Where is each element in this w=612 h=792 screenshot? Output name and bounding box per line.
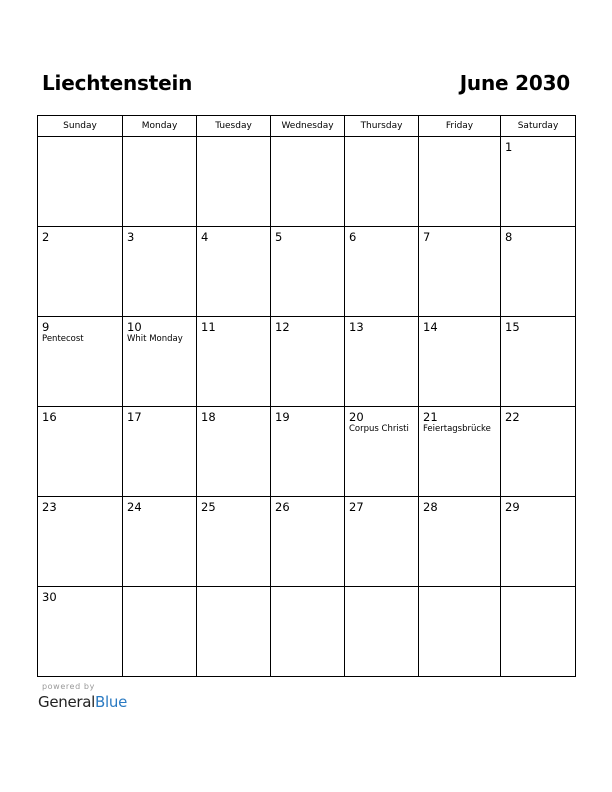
day-cell bbox=[271, 407, 345, 497]
day-cell bbox=[197, 407, 271, 497]
month-title: June 2030 bbox=[459, 71, 570, 95]
day-cell bbox=[123, 227, 197, 317]
day-number: 12 bbox=[275, 320, 290, 334]
day-cell bbox=[38, 137, 123, 227]
day-cell bbox=[197, 587, 271, 677]
week-row bbox=[38, 227, 576, 317]
day-number: 7 bbox=[423, 230, 431, 244]
day-cell bbox=[345, 587, 419, 677]
day-number: 18 bbox=[201, 410, 216, 424]
calendar-grid bbox=[37, 115, 576, 677]
day-number: 2 bbox=[42, 230, 50, 244]
day-cell bbox=[419, 227, 501, 317]
day-cell bbox=[38, 587, 123, 677]
day-cell bbox=[123, 587, 197, 677]
day-cell bbox=[197, 227, 271, 317]
day-number bbox=[419, 137, 500, 140]
weekday-thursday: Thursday bbox=[345, 116, 419, 137]
day-number: 29 bbox=[505, 500, 520, 514]
day-number: 3 bbox=[127, 230, 135, 244]
day-cell bbox=[123, 137, 197, 227]
day-cell bbox=[419, 587, 501, 677]
day-number: 15 bbox=[505, 320, 520, 334]
day-number bbox=[419, 587, 500, 590]
day-cell bbox=[501, 137, 576, 227]
day-cell bbox=[38, 497, 123, 587]
day-number: 1 bbox=[505, 140, 513, 154]
weekday-tuesday: Tuesday bbox=[197, 116, 271, 137]
day-cell bbox=[38, 317, 123, 407]
day-cell bbox=[38, 227, 123, 317]
day-number: 5 bbox=[275, 230, 283, 244]
day-number: 16 bbox=[42, 410, 57, 424]
week-row bbox=[38, 497, 576, 587]
day-number bbox=[271, 587, 344, 590]
day-cell bbox=[271, 227, 345, 317]
day-number: 11 bbox=[201, 320, 216, 334]
day-cell bbox=[345, 407, 419, 497]
day-cell bbox=[345, 317, 419, 407]
day-cell bbox=[345, 137, 419, 227]
day-number: 28 bbox=[423, 500, 438, 514]
day-cell bbox=[345, 227, 419, 317]
day-number: 4 bbox=[201, 230, 209, 244]
day-cell bbox=[123, 497, 197, 587]
day-cell bbox=[501, 227, 576, 317]
holiday-label: Pentecost bbox=[42, 334, 84, 344]
brand-blue: Blue bbox=[95, 693, 128, 711]
day-number bbox=[197, 137, 270, 140]
day-number bbox=[501, 587, 575, 590]
day-number: 17 bbox=[127, 410, 142, 424]
day-number: 14 bbox=[423, 320, 438, 334]
day-number bbox=[38, 137, 122, 140]
day-number: 25 bbox=[201, 500, 216, 514]
holiday-label: Corpus Christi bbox=[349, 424, 409, 434]
day-cell bbox=[271, 317, 345, 407]
day-cell bbox=[197, 137, 271, 227]
holiday-label: Whit Monday bbox=[127, 334, 183, 344]
day-cell bbox=[38, 407, 123, 497]
day-number: 13 bbox=[349, 320, 364, 334]
day-cell bbox=[419, 407, 501, 497]
day-number: 9 bbox=[42, 320, 50, 334]
weekday-wednesday: Wednesday bbox=[271, 116, 345, 137]
week-row bbox=[38, 137, 576, 227]
day-cell bbox=[197, 317, 271, 407]
weekday-saturday: Saturday bbox=[501, 116, 576, 137]
day-number: 30 bbox=[42, 590, 57, 604]
weekday-sunday: Sunday bbox=[38, 116, 123, 137]
day-number: 23 bbox=[42, 500, 57, 514]
day-cell bbox=[271, 137, 345, 227]
day-number bbox=[345, 587, 418, 590]
country-title: Liechtenstein bbox=[42, 71, 193, 95]
weekday-monday: Monday bbox=[123, 116, 197, 137]
week-row bbox=[38, 587, 576, 677]
day-cell bbox=[501, 407, 576, 497]
week-row bbox=[38, 407, 576, 497]
brand-general: General bbox=[38, 693, 96, 711]
day-cell bbox=[197, 497, 271, 587]
day-cell bbox=[501, 497, 576, 587]
day-number bbox=[345, 137, 418, 140]
day-number: 6 bbox=[349, 230, 357, 244]
day-number: 19 bbox=[275, 410, 290, 424]
day-number: 21 bbox=[423, 410, 438, 424]
day-number: 10 bbox=[127, 320, 142, 334]
day-number: 24 bbox=[127, 500, 142, 514]
generalblue-logo[interactable] bbox=[38, 693, 127, 711]
holiday-label: Feiertagsbrücke bbox=[423, 424, 491, 434]
week-row bbox=[38, 317, 576, 407]
day-number bbox=[271, 137, 344, 140]
day-cell bbox=[419, 317, 501, 407]
day-number bbox=[197, 587, 270, 590]
weekday-friday: Friday bbox=[419, 116, 501, 137]
day-cell bbox=[345, 497, 419, 587]
weekday-header-row bbox=[38, 116, 576, 137]
day-cell bbox=[271, 587, 345, 677]
day-cell bbox=[123, 407, 197, 497]
day-number bbox=[123, 587, 196, 590]
day-cell bbox=[271, 497, 345, 587]
day-cell bbox=[501, 587, 576, 677]
day-number bbox=[123, 137, 196, 140]
day-cell bbox=[419, 137, 501, 227]
day-number: 22 bbox=[505, 410, 520, 424]
day-cell bbox=[501, 317, 576, 407]
day-number: 26 bbox=[275, 500, 290, 514]
day-cell bbox=[123, 317, 197, 407]
day-number: 8 bbox=[505, 230, 513, 244]
day-cell bbox=[419, 497, 501, 587]
day-number: 27 bbox=[349, 500, 364, 514]
powered-by-text: powered by bbox=[42, 682, 95, 691]
day-number: 20 bbox=[349, 410, 364, 424]
